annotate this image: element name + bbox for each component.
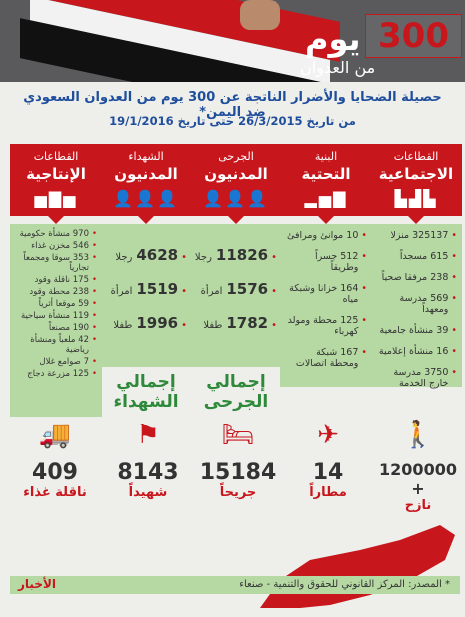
item-label: رجلا — [194, 252, 212, 263]
item-label: طفلا — [203, 320, 223, 331]
column-productive: القطاعات الإنتاجية ▅▇▅ • 970 منشأة حكومية • 546 مخزن غذاء • 353 سوقا ومجمعاً تجارياً • 175 ناقلة وقود • 238 محطة وقود • 59 موقعا أثرياً • 119 منشأة سياحية • 190 مصنعاً • 42 ملعباً ومنشأة رياضية • 7 صوامع غلال • 125 مزرعة دجاج — [10, 144, 102, 417]
list-item: 39 منشأة جامعية — [379, 325, 449, 336]
people-icon: 👤👤👤 — [203, 189, 269, 208]
fallen-icon: ⚑ — [136, 420, 160, 450]
list-item: 125 محطة ومولد كهرباء — [287, 315, 359, 337]
list-item: 512 جسراً وطريقاً — [315, 251, 359, 273]
stat-value: 15184 — [199, 460, 277, 485]
column-infra-h2: التحتية — [301, 165, 351, 183]
list-item: 164 خزانا وشبكة مياه — [289, 283, 359, 305]
list-item: 167 شبكة ومحطة اتصالات — [295, 347, 359, 369]
list-item: 238 مرفقا صحياً — [381, 272, 449, 283]
list-item: 175 ناقلة وقود — [34, 275, 89, 285]
airport-icon: ✈ — [317, 420, 339, 450]
stat-label: نازح — [404, 498, 432, 513]
list-item: 325137 منزلا — [390, 230, 449, 241]
truck-icon: 🚚 — [38, 420, 72, 450]
injured-total-label: إجمالي الجرحى — [203, 372, 269, 412]
list-item: 119 منشأة سياحية — [20, 311, 89, 321]
list-item: 16 منشأة إعلامية — [378, 346, 449, 357]
stat-label: جريحاً — [219, 485, 257, 500]
logo: الأخبار — [18, 577, 57, 591]
item-label: طفلا — [113, 320, 133, 331]
list-item: 615 مسجداً — [399, 251, 449, 262]
item-number: 4628 — [136, 246, 179, 264]
list-item: 125 مزرعة دجاج — [27, 369, 89, 379]
factory-icon: ▅▇▅ — [34, 189, 78, 208]
list-item: 7 صوامع غلال — [39, 357, 89, 367]
list-item: 353 سوقا ومجمعاً تجارياً — [23, 253, 89, 273]
header-day-word: يوم — [305, 20, 361, 58]
column-social-h1: القطاعات — [393, 150, 439, 163]
source-note: * المصدر: المركز القانوني للحقوق والتنمية - صنعاء — [10, 576, 460, 594]
date-range: من تاريخ 26/3/2015 حتى تاريخ 19/1/2016 — [109, 114, 356, 128]
stat-injured — [193, 420, 283, 500]
item-label: امرأة — [200, 286, 223, 297]
stat-label: ناقلة غذاء — [23, 485, 87, 500]
column-social: القطاعات الاجتماعية ▙▟▙ • 325137 منزلا • 615 مسجداً • 238 مرفقا صحياً • 569 مدرسة ومعهداً • 39 منشأة جامعية • 16 منشأة إعلامية • 3750 مدرسة خارج الخدمة — [370, 144, 462, 387]
stat-value: 1200000 + — [379, 460, 457, 498]
header-subtitle: من العدوان — [300, 58, 376, 77]
list-item: 970 منشأة حكومية — [19, 229, 89, 239]
people-icon: 👤👤👤 — [113, 189, 179, 208]
stat-value: 8143 — [117, 460, 179, 485]
stat-airports — [283, 420, 373, 500]
stat-martyrs — [103, 420, 193, 500]
displaced-icon: 🚶 — [401, 420, 435, 450]
column-injured: الجرحى المدنيون 👤👤👤 • 11826 رجلا • 1576 امرأة • 1782 طفلا — [190, 144, 282, 367]
bed-icon: 🛏 — [221, 420, 255, 450]
factory-icon: ▂▅▇ — [304, 189, 348, 208]
list-item: 42 ملعباً ومنشأة رياضية — [30, 335, 89, 355]
martyrs-total-label: إجمالي الشهداء — [113, 372, 179, 412]
header-number: 300 — [365, 14, 462, 58]
stat-label: مطاراً — [309, 485, 347, 500]
item-number: 1576 — [226, 280, 269, 298]
item-label: رجلا — [115, 252, 133, 263]
item-number: 1996 — [136, 314, 179, 332]
column-injured-h2: المدنيون — [204, 165, 268, 183]
list-item: 10 موانئ ومرافئ — [287, 230, 359, 241]
list-item: 569 مدرسة ومعهداً — [399, 293, 449, 315]
list-item: 190 مصنعاً — [48, 323, 89, 333]
header-banner — [0, 0, 465, 82]
stat-displaced — [373, 420, 463, 513]
list-item: 238 محطة وقود — [29, 287, 89, 297]
column-infra: البنية التحتية ▂▅▇ • 10 موانئ ومرافئ • 512 جسراً وطريقاً • 164 خزانا وشبكة مياه • 125 محطة ومولد كهرباء • 167 شبكة ومحطة اتصالات — [280, 144, 372, 387]
item-number: 1782 — [226, 314, 269, 332]
list-item: 546 مخزن غذاء — [31, 241, 89, 251]
column-productive-h2: الإنتاجية — [26, 165, 86, 183]
stat-value: 409 — [32, 460, 78, 485]
column-social-h2: الاجتماعية — [378, 165, 454, 183]
item-label: امرأة — [110, 286, 133, 297]
list-item: 59 موقعا أثرياً — [38, 299, 89, 309]
stat-trucks — [10, 420, 100, 500]
school-icon: ▙▟▙ — [394, 189, 438, 208]
stat-value: 14 — [312, 460, 344, 485]
item-number: 1519 — [136, 280, 179, 298]
column-infra-h1: البنية — [314, 150, 338, 163]
hand-image — [240, 0, 280, 30]
column-productive-h1: القطاعات — [33, 150, 79, 163]
item-number: 11826 — [215, 246, 269, 264]
page-title: حصيلة الضحايا والأضرار الناتجة عن 300 يوم من العدوان السعودي ضد اليمن* — [23, 90, 442, 120]
yemen-map-icon — [240, 520, 460, 610]
stat-label: شهيداً — [128, 485, 168, 500]
list-item: 3750 مدرسة خارج الخدمة — [393, 367, 449, 389]
column-martyrs-h2: المدنيون — [114, 165, 178, 183]
column-martyrs-h1: الشهداء — [128, 150, 164, 163]
column-martyrs: الشهداء المدنيون 👤👤👤 • 4628 رجلا • 1519 امرأة • 1996 طفلا — [100, 144, 192, 367]
column-injured-h1: الجرحى — [218, 150, 254, 163]
